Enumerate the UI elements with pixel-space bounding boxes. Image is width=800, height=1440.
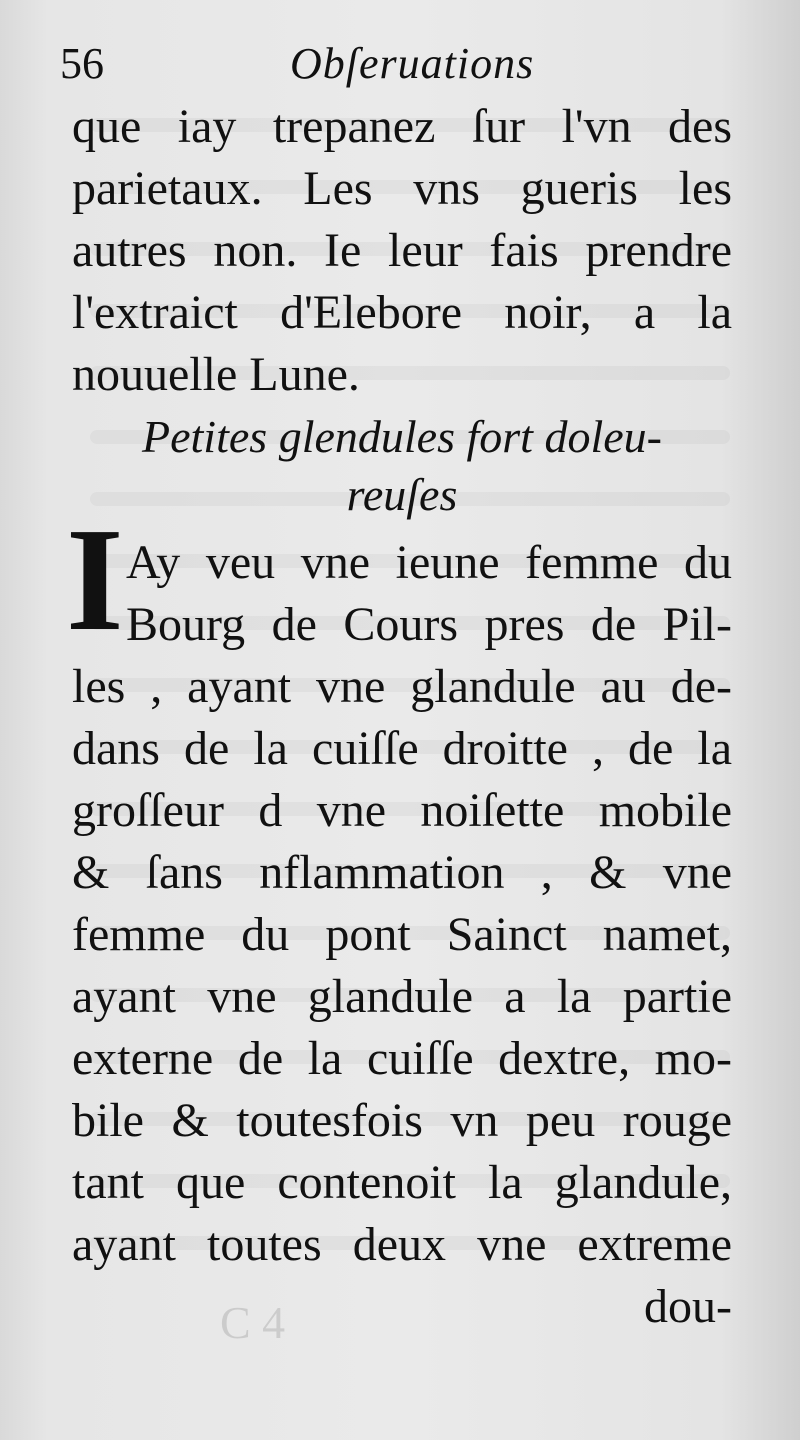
section-heading <box>72 408 732 524</box>
paragraph-2 <box>72 656 732 1338</box>
text-line: bile & toutesfois vn peu rouge <box>72 1094 732 1147</box>
signature-mark: C 4 <box>220 1297 286 1348</box>
text-line: tant que contenoit la glandule, <box>72 1156 732 1209</box>
text-line: autres non. Ie leur fais prendre <box>72 224 732 277</box>
text-line: que iay trepanez ſur l'vn des <box>72 100 732 153</box>
catchword: dou- <box>644 1280 732 1333</box>
heading-line-2: reuſes <box>346 469 458 520</box>
text-line: les , ayant vne glandule au de- <box>72 660 732 713</box>
running-title: Obſeruations <box>290 39 535 88</box>
text-line: parietaux. Les vns gueris les <box>72 162 732 215</box>
drop-cap: I <box>66 498 124 662</box>
heading-line-1: Petites glendules fort doleu- <box>142 411 662 462</box>
paragraph-2-indented <box>126 532 732 656</box>
text-line: Bourg de Cours pres de Pil- <box>126 598 732 651</box>
text-line: femme du pont Sainct namet, <box>72 908 732 961</box>
text-line: Ay veu vne ieune femme du <box>126 536 732 589</box>
text-line: dans de la cuiſſe droitte , de la <box>72 722 732 775</box>
page-number: 56 <box>60 39 104 88</box>
running-head <box>60 38 740 98</box>
text-line: groſſeur d vne noiſette mobile <box>72 784 732 837</box>
text-line: ayant vne glandule a la partie <box>72 970 732 1023</box>
text-line: externe de la cuiſſe dextre, mo- <box>72 1032 732 1085</box>
text-line: & ſans nflammation , & vne <box>72 846 732 899</box>
paragraph-1 <box>72 96 732 406</box>
text-line: nouuelle Lune. <box>72 348 360 401</box>
text-line: l'extraict d'Elebore noir, a la <box>72 286 732 339</box>
text-line: ayant toutes deux vne extreme <box>72 1218 732 1271</box>
